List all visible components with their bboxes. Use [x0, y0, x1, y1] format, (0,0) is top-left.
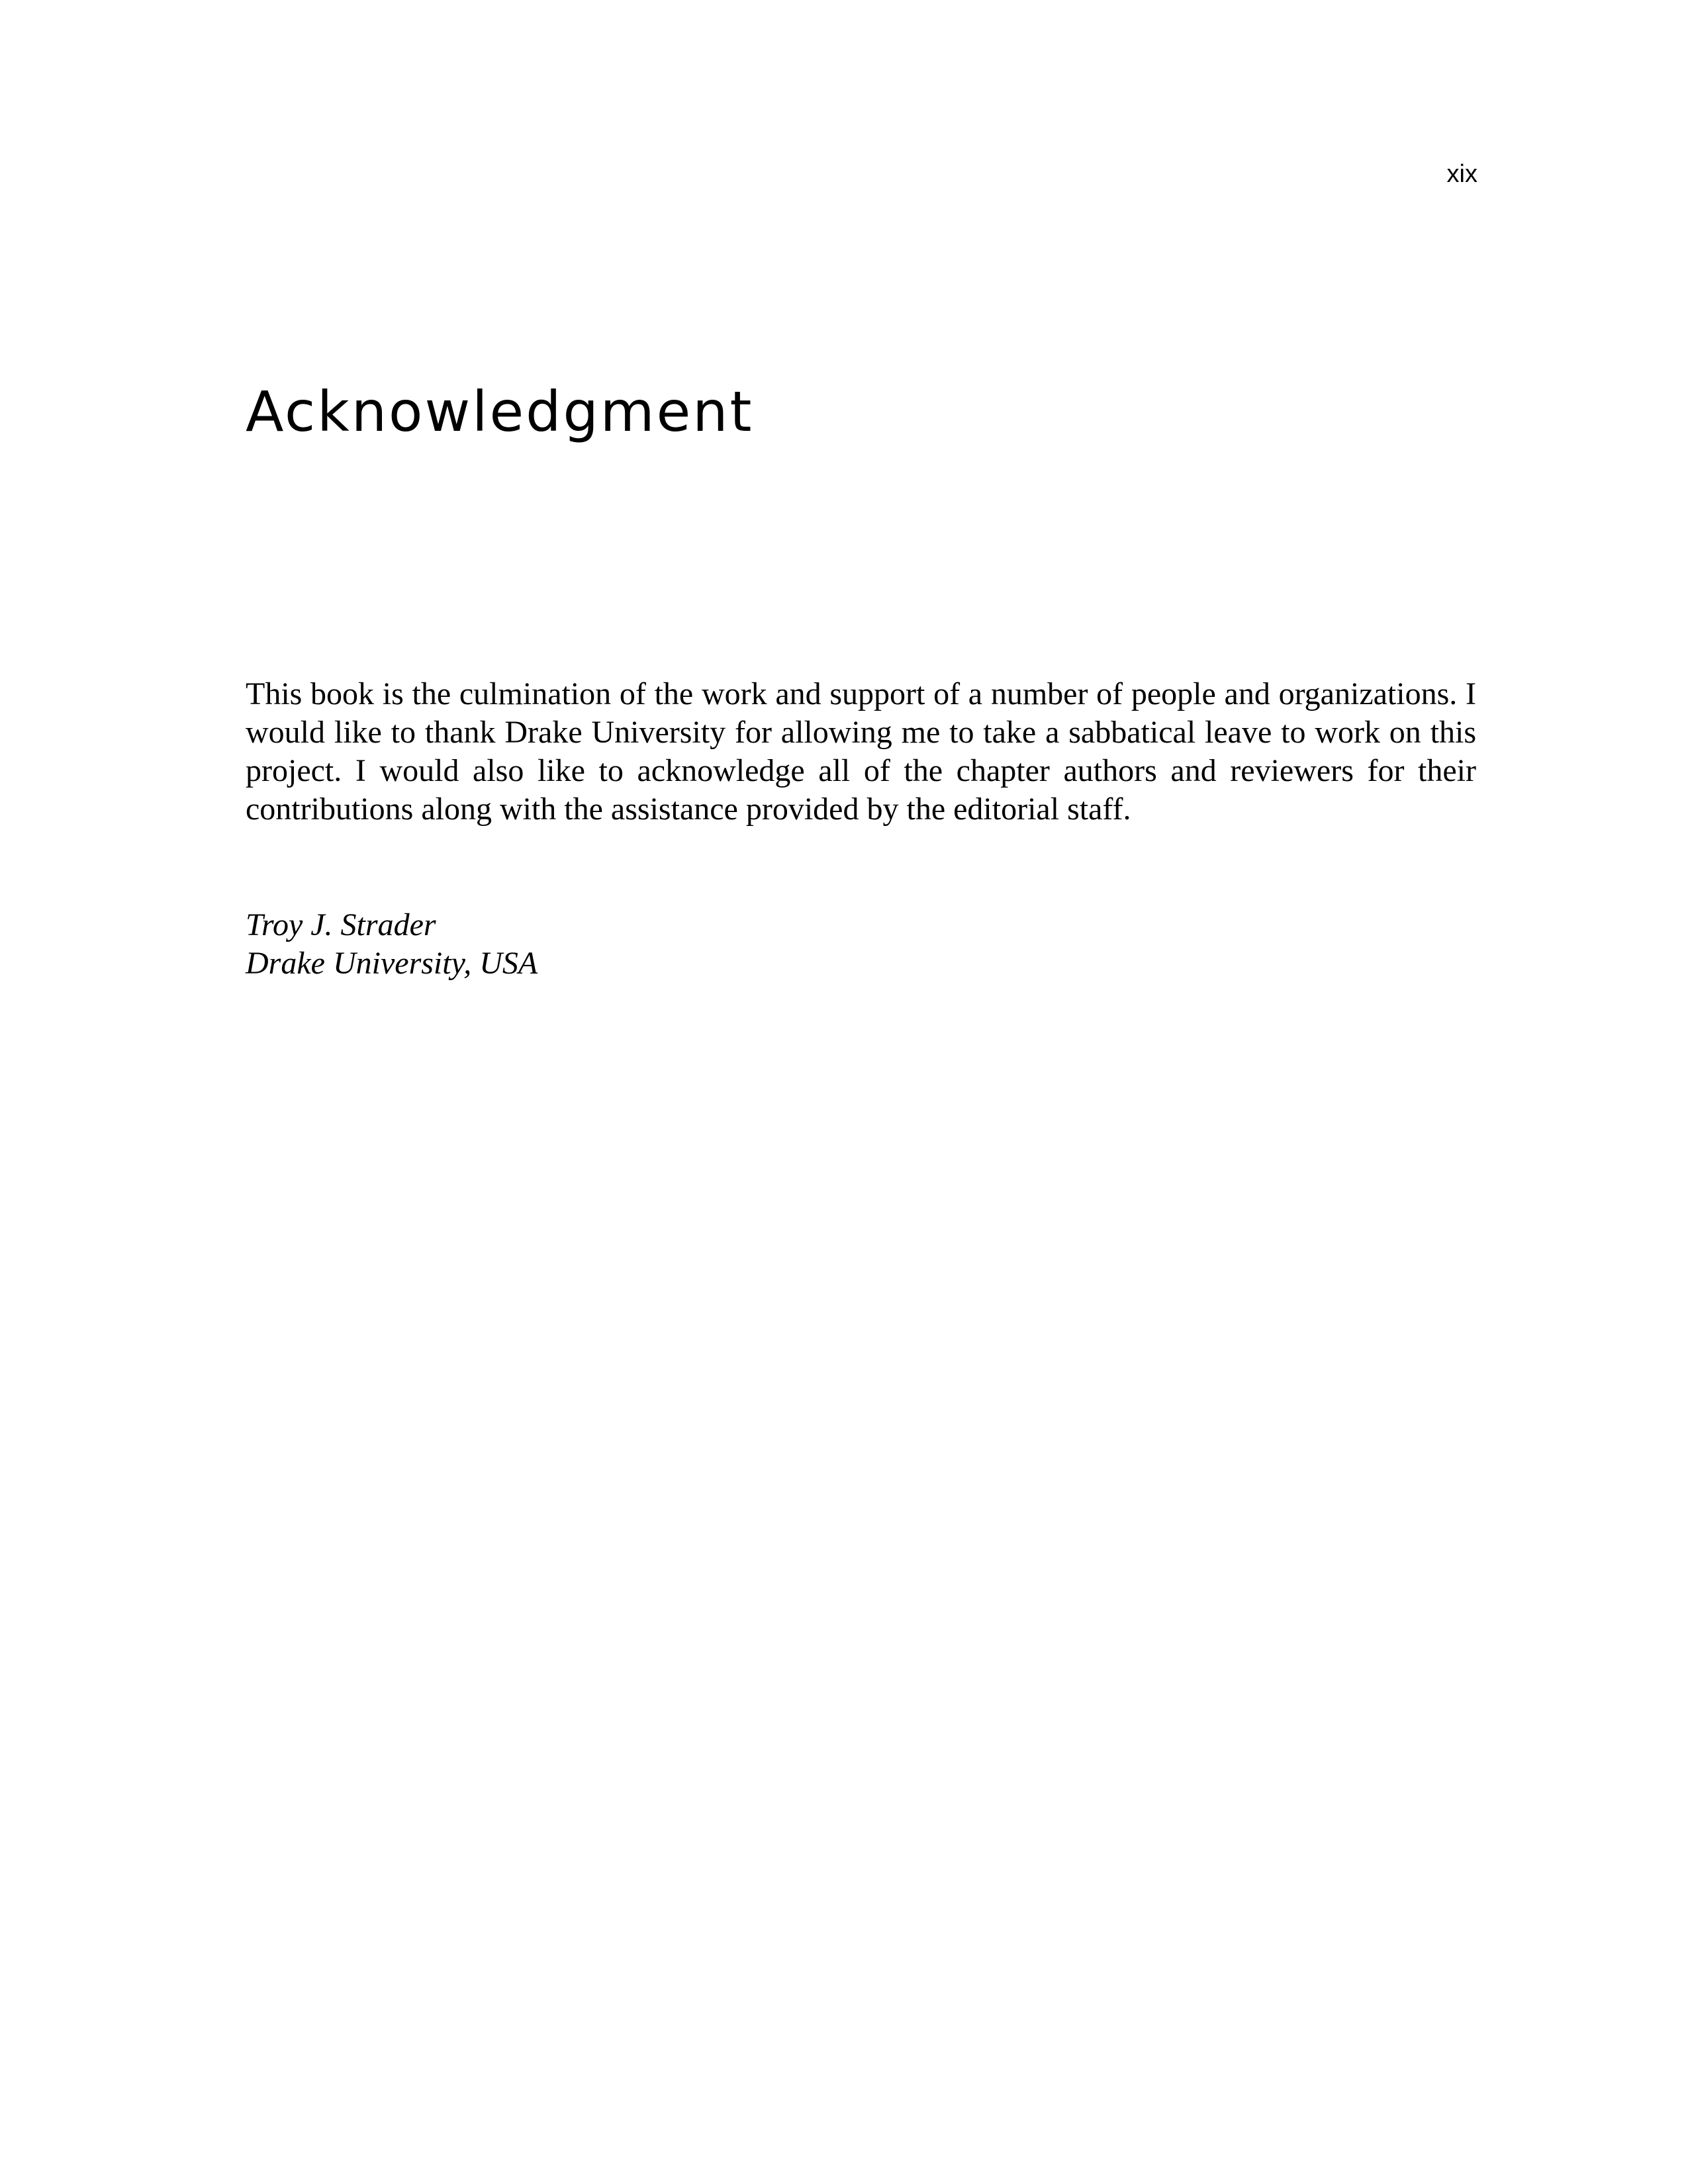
author-affiliation: Drake University, USA — [246, 946, 538, 981]
signature-block — [246, 906, 538, 983]
acknowledgment-paragraph: This book is the culmination of the work and support of a number of people and organizations. I would like to thank Drake University for allowing me to take a sabbatical leave to work on this project. I would also like to acknowledge all of the chapter authors and reviewers for their contributions along with the assistance provided by the editorial staff. — [246, 676, 1476, 827]
author-name: Troy J. Strader — [246, 907, 436, 942]
page-title: Acknowledgment — [246, 379, 754, 444]
page-number: xix — [1446, 160, 1477, 188]
